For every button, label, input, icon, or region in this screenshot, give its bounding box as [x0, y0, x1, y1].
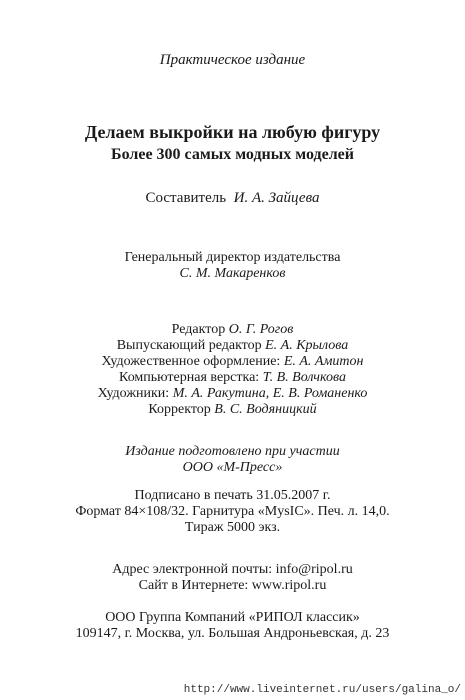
credit-label: Художники: [97, 386, 170, 401]
compiler-label: Составитель [145, 190, 227, 206]
credit-name: Е. А. Амитон [283, 354, 364, 369]
credit-layout [0, 370, 465, 386]
credit-name: Т. В. Волчкова [262, 370, 346, 385]
edition-type: Практическое издание [159, 52, 306, 68]
credit-label: Выпускающий редактор [116, 338, 262, 353]
credit-label: Корректор [148, 402, 211, 417]
printing-line-2: Формат 84×108/32. Гарнитура «MysIC». Печ. л. 14,0. [75, 504, 390, 519]
watermark-url: http://www.liveinternet.ru/users/galina_o/ [183, 684, 461, 696]
book-subtitle: Более 300 самых модных моделей [111, 146, 354, 163]
credit-name: М. А. Ракутина, Е. В. Романенко [172, 386, 368, 401]
contact-email: Адрес электронной почты: info@ripol.ru [112, 562, 353, 577]
credit-editor [0, 322, 465, 338]
director-name: С. М. Макаренков [179, 266, 286, 281]
prepared-line-1: Издание подготовлено при участии [125, 444, 340, 459]
printing-line-3: Тираж 5000 экз. [184, 520, 281, 535]
credit-name: Е. А. Крылова [265, 338, 349, 353]
publisher-name: ООО Группа Компаний «РИПОЛ классик» [105, 610, 360, 625]
book-title: Делаем выкройки на любую фигуру [84, 122, 381, 142]
credit-proofreader [0, 402, 465, 418]
credit-label: Редактор [171, 322, 226, 337]
publisher-address: 109147, г. Москва, ул. Большая Андроньевская, д. 23 [75, 626, 390, 641]
prepared-line-2: ООО «М-Пресс» [182, 460, 283, 475]
contact-site: Сайт в Интернете: www.ripol.ru [138, 578, 327, 593]
credit-label: Компьютерная верстка: [119, 370, 260, 385]
credit-name: В. С. Водяницкий [214, 402, 317, 417]
compiler-line [0, 190, 465, 207]
credit-art-design [0, 354, 465, 370]
credit-artists [0, 386, 465, 402]
credit-name: О. Г. Рогов [228, 322, 294, 337]
director-label: Генеральный директор издательства [124, 250, 341, 265]
credit-managing-editor [0, 338, 465, 354]
printing-line-1: Подписано в печать 31.05.2007 г. [134, 488, 331, 503]
credit-label: Художественное оформление: [101, 354, 281, 369]
compiler-name: И. А. Зайцева [233, 190, 320, 206]
